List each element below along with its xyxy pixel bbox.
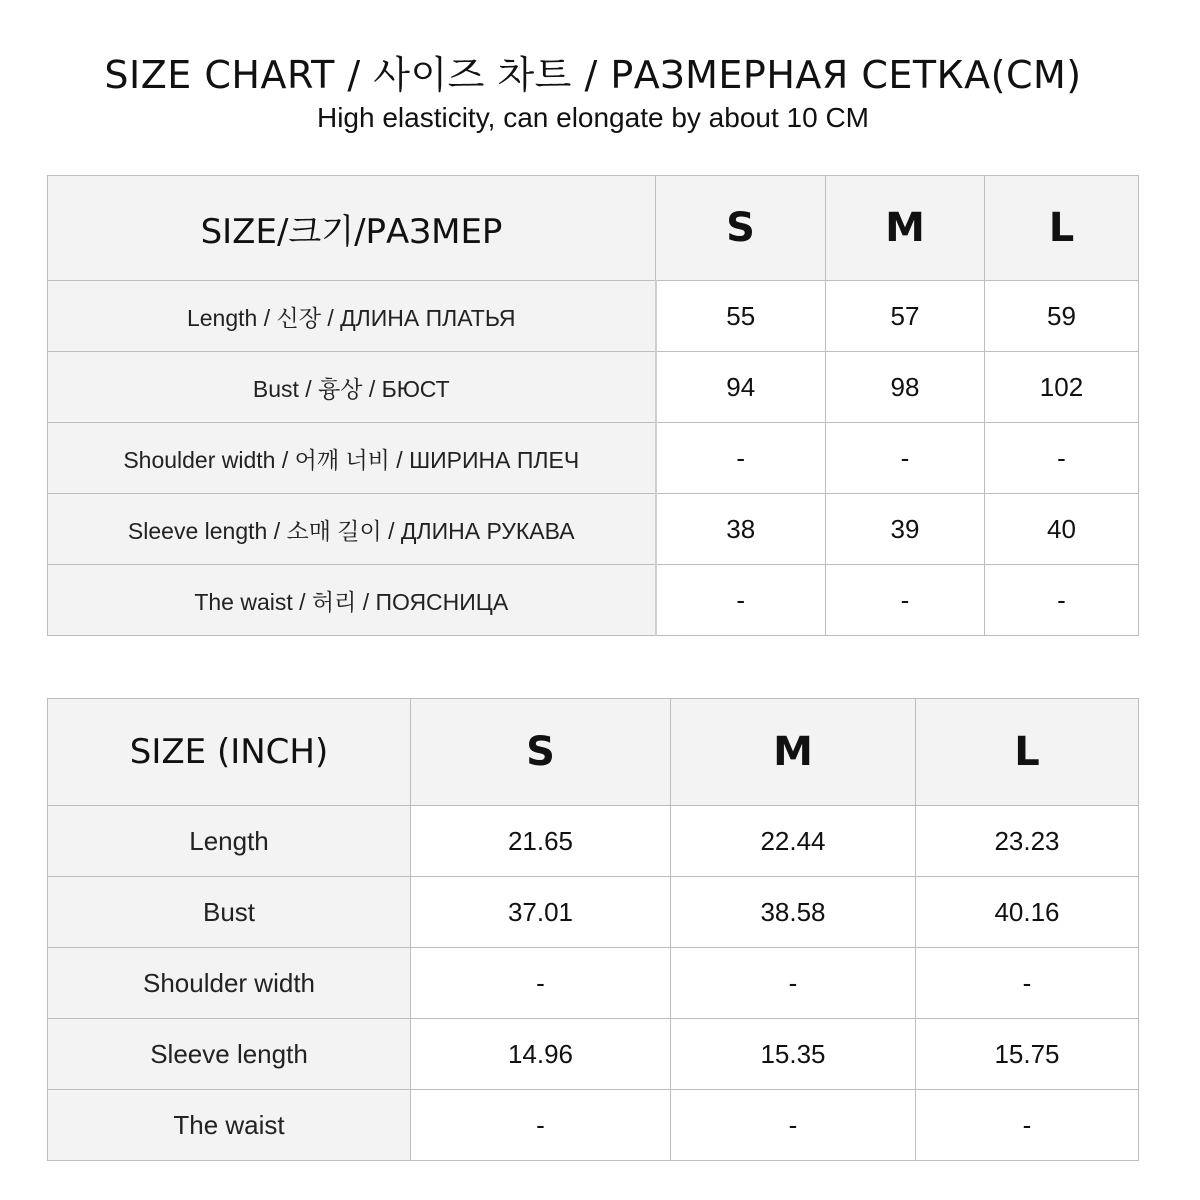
value-cell: 38.58 — [671, 877, 916, 948]
row-label-waist: The waist / 허리 / ПОЯСНИЦА — [48, 565, 656, 636]
table-row — [48, 352, 1139, 423]
value-cell: 15.75 — [916, 1019, 1139, 1090]
table-row — [48, 948, 1139, 1019]
value-cell: 21.65 — [411, 806, 671, 877]
value-cell: 57 — [826, 281, 985, 352]
size-chart-inch-table — [47, 698, 1139, 1161]
table-row — [48, 494, 1139, 565]
value-cell: 38 — [656, 494, 826, 565]
table-header-row — [48, 699, 1139, 806]
size-header-label: SIZE (INCH) — [48, 699, 411, 806]
row-label-bust: Bust / 흉상 / БЮСТ — [48, 352, 656, 423]
page-title: SIZE CHART / 사이즈 차트 / РАЗМЕРНАЯ СЕТКА(CM) — [104, 53, 1082, 97]
value-cell: - — [671, 1090, 916, 1161]
row-label-waist: The waist — [48, 1090, 411, 1161]
table-header-row — [48, 176, 1139, 281]
table-row — [48, 1090, 1139, 1161]
table-row — [48, 806, 1139, 877]
value-cell: 98 — [826, 352, 985, 423]
row-label-length: Length / 신장 / ДЛИНА ПЛАТЬЯ — [48, 281, 656, 352]
value-cell: - — [656, 423, 826, 494]
value-cell: - — [916, 1090, 1139, 1161]
size-header-s: S — [656, 176, 826, 281]
row-label-shoulder-width: Shoulder width / 어깨 너비 / ШИРИНА ПЛЕЧ — [48, 423, 656, 494]
table-row — [48, 423, 1139, 494]
value-cell: - — [985, 565, 1139, 636]
value-cell: - — [656, 565, 826, 636]
row-label-length: Length — [48, 806, 411, 877]
value-cell: - — [671, 948, 916, 1019]
value-cell: 59 — [985, 281, 1139, 352]
size-header-l: L — [985, 176, 1139, 281]
value-cell: - — [826, 423, 985, 494]
size-header-m: M — [826, 176, 985, 281]
size-header-s: S — [411, 699, 671, 806]
table-row — [48, 565, 1139, 636]
table-row — [48, 1019, 1139, 1090]
row-label-sleeve-length: Sleeve length / 소매 길이 / ДЛИНА РУКАВА — [48, 494, 656, 565]
page-subtitle: High elasticity, can elongate by about 10 CM — [316, 102, 869, 133]
value-cell: 23.23 — [916, 806, 1139, 877]
value-cell: - — [985, 423, 1139, 494]
value-cell: 94 — [656, 352, 826, 423]
value-cell: - — [826, 565, 985, 636]
value-cell: 37.01 — [411, 877, 671, 948]
table-row — [48, 281, 1139, 352]
row-label-bust: Bust — [48, 877, 411, 948]
value-cell: 40.16 — [916, 877, 1139, 948]
size-chart-cm-table — [47, 175, 1139, 636]
value-cell: 40 — [985, 494, 1139, 565]
size-header-m: M — [671, 699, 916, 806]
value-cell: - — [411, 948, 671, 1019]
value-cell: 14.96 — [411, 1019, 671, 1090]
value-cell: 22.44 — [671, 806, 916, 877]
table-row — [48, 877, 1139, 948]
value-cell: 39 — [826, 494, 985, 565]
value-cell: 15.35 — [671, 1019, 916, 1090]
value-cell: - — [916, 948, 1139, 1019]
value-cell: 55 — [656, 281, 826, 352]
size-header-l: L — [916, 699, 1139, 806]
row-label-shoulder-width: Shoulder width — [48, 948, 411, 1019]
value-cell: 102 — [985, 352, 1139, 423]
value-cell: - — [411, 1090, 671, 1161]
size-header-label: SIZE/크기/РАЗМЕР — [48, 176, 656, 281]
row-label-sleeve-length: Sleeve length — [48, 1019, 411, 1090]
